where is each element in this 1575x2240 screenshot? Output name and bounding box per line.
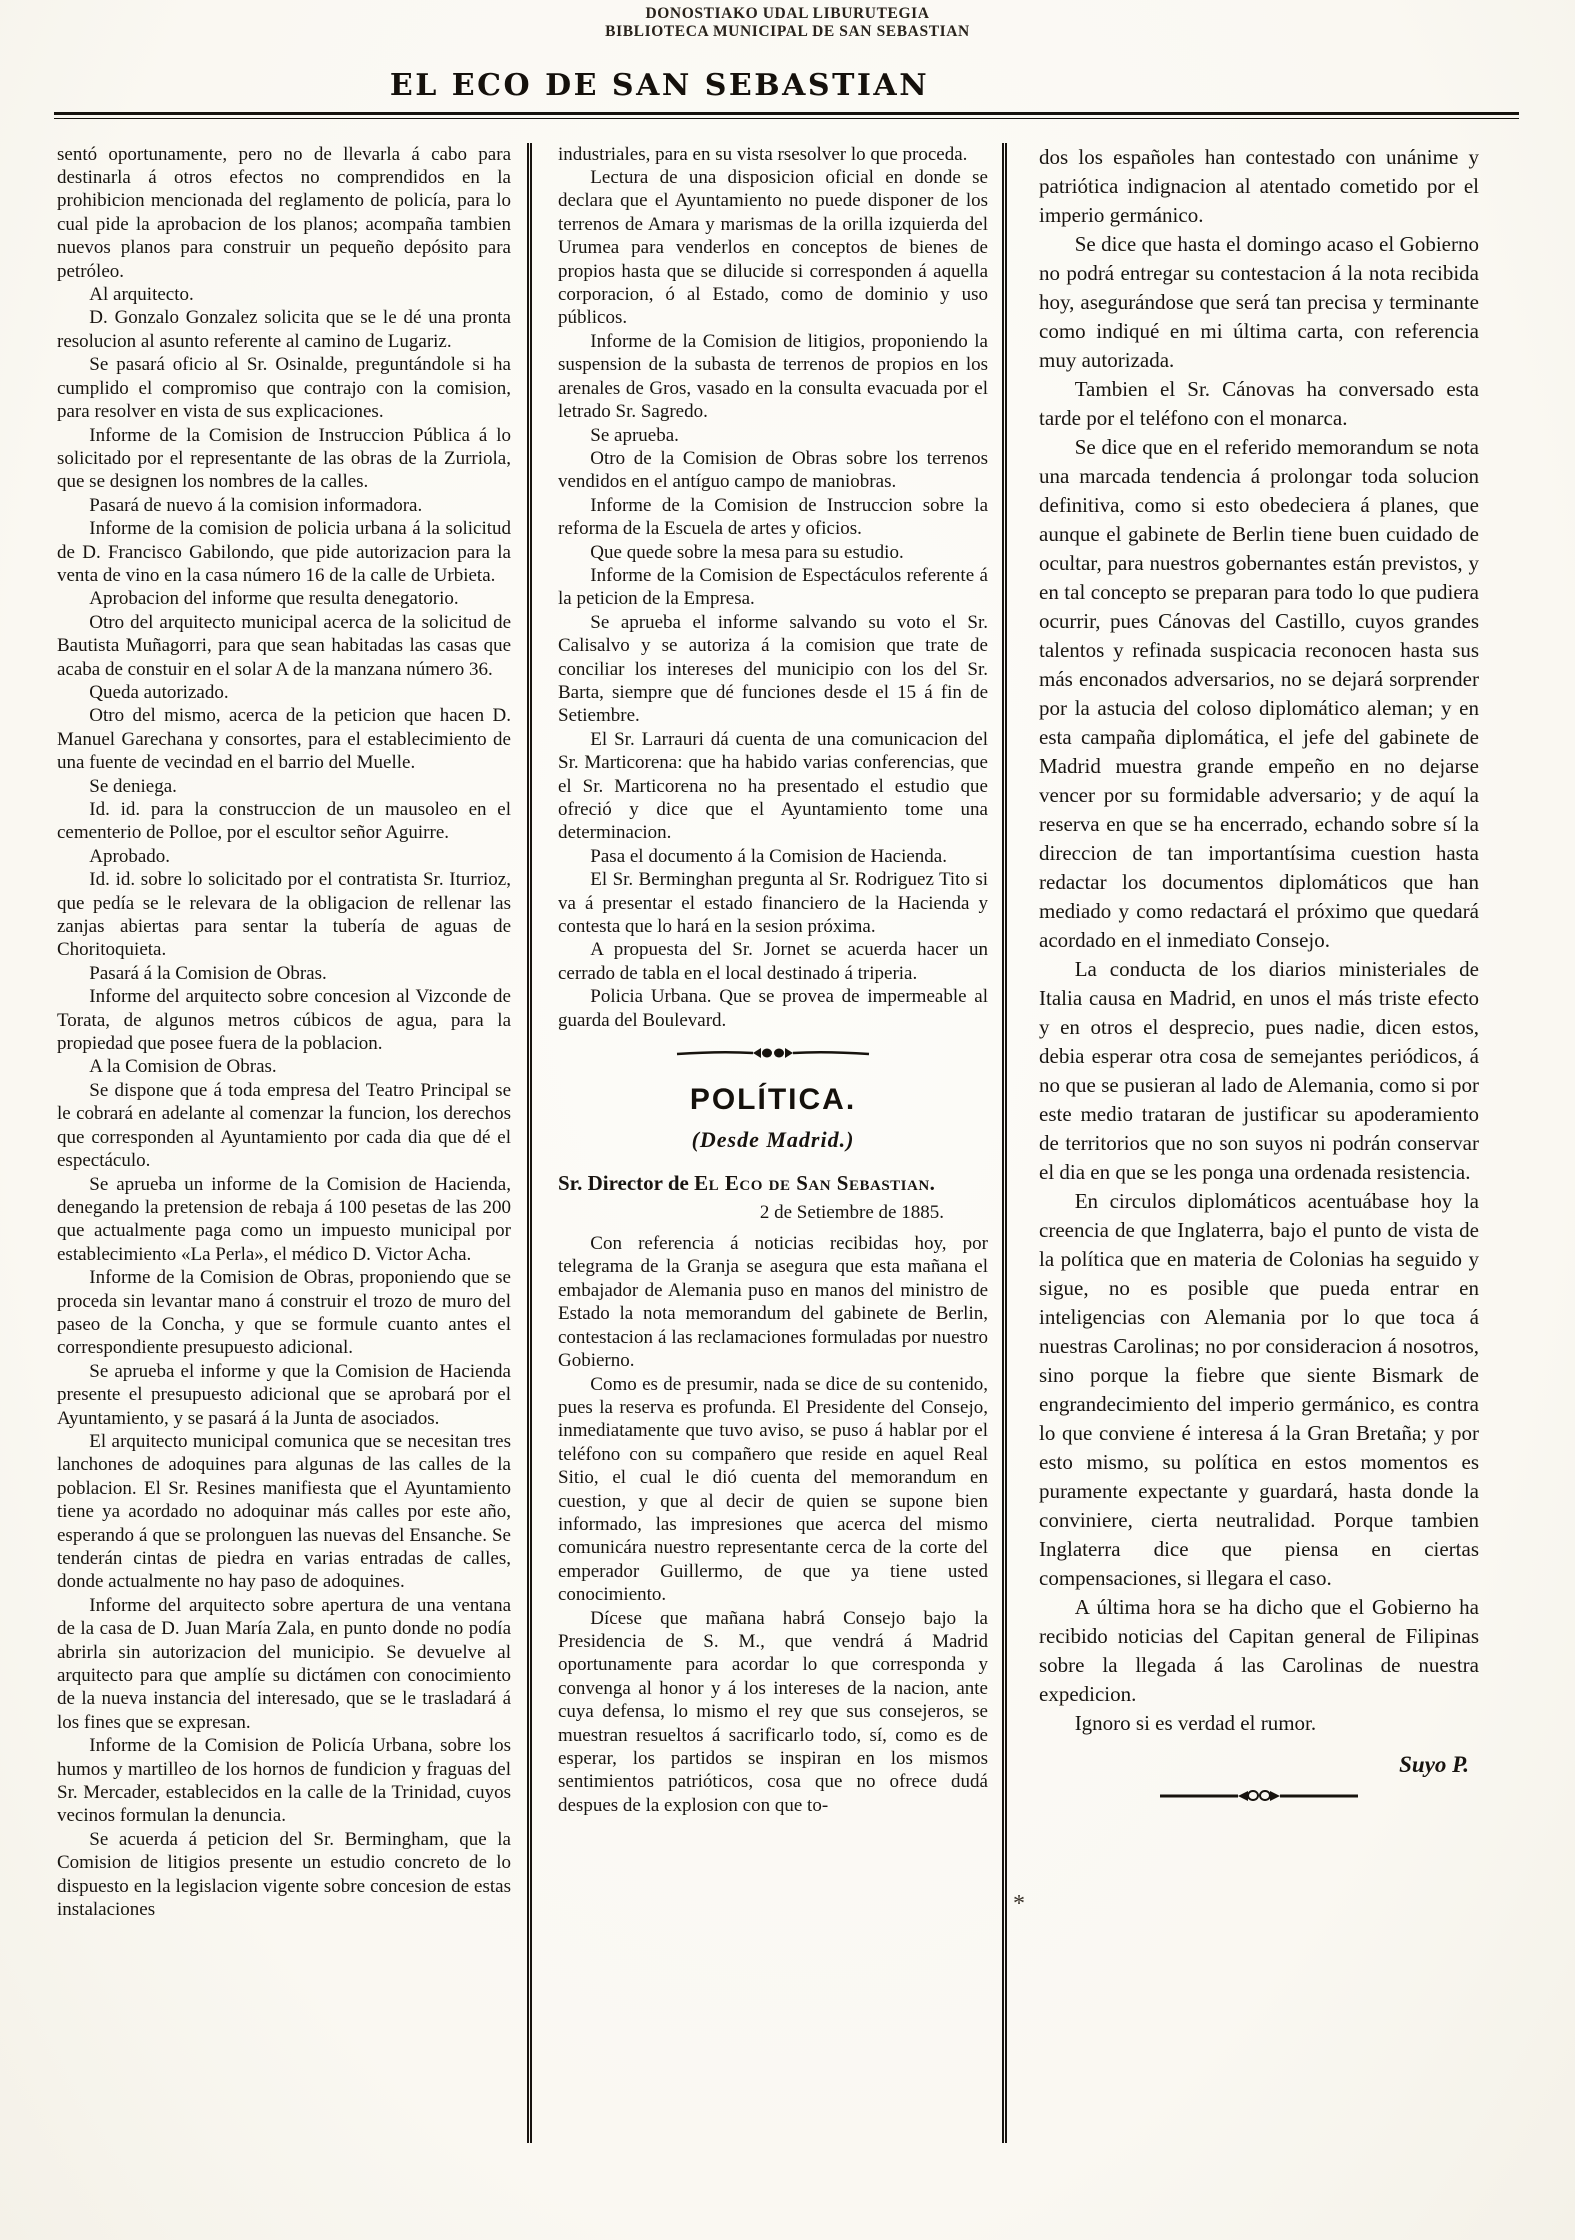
- paragraph: Informe de la comision de policia urbana á la solicitud de D. Francisco Gabilondo, que pide autorizacion para la venta de vino en la casa número 16 de la calle de Urbieta.: [57, 518, 511, 586]
- paragraph: Con referencia á noticias recibidas hoy, por telegrama de la Granja se asegura que esta mañana el embajador de Alemania puso en manos del ministro de Estado la nota memorandum del gabinete de Berlin, contestacion á las reclamaciones formuladas por nuestro Gobierno.: [558, 1233, 988, 1372]
- paragraph: Otro de la Comision de Obras sobre los terrenos vendidos en el antíguo campo de maniobras.: [558, 447, 988, 493]
- paragraph: Se dice que en el referido memorandum se nota una marcada tendencia á prolongar toda solucion definitiva, como si esto obedeciera á planes, que aunque el gabinete de Berlin tiene buen cuidado de ocultar, para nuestros gobernantes están previstos, y en tal concepto se preparan para todo lo que pudiera ocurrir, pues Cánovas del Castillo, cuyos grandes talentos y refinada suspicacia reconocen hasta sus más enconados adversarios, no se dejará sorprender por la astucia del coloso diplomático aleman; y en esta campaña diplomática, el jefe del gabinete de Madrid muestra grande empeño en no dejarse vencer por su formidable adversario; y de aquí la reserva en que se ha encerrado, echando sobre sí la direccion de tan importantísima cuestion hasta redactar los documentos diplomáticos que han mediado y como redactará el próximo que quedará acordado en el inmediato Consejo.: [1039, 434, 1479, 952]
- paragraph: El arquitecto municipal comunica que se necesitan tres lanchones de adoquines para algunas de las calles de la poblacion. El Sr. Resines manifiesta que el Ayuntamiento tiene ya acordado no adoquinar más calles por este año, esperando á que se prolonguen las nuevas del Ensanche. Se tenderán cintas de piedra en varias entradas de calles, donde actualmente no hay paso de adoquines.: [57, 1430, 511, 1593]
- library-stamp: [0, 0, 1575, 41]
- paragraph: Ignoro si es verdad el rumor.: [1074, 1710, 1317, 1735]
- salutation-paper-name: El Eco de San Sebastian.: [694, 1171, 936, 1196]
- paragraph: dos los españoles han contestado con unánime y patriótica indignacion al atentado cometido por el imperio germánico.: [1039, 144, 1479, 227]
- paragraph: Informe de la Comision de Obras, proponiendo que se proceda sin levantar mano á construir el trozo de muro del paseo de la Concha, y que se formule cuanto antes el correspondiente presupuesto adicional.: [57, 1267, 511, 1359]
- ornament-end-icon: [1039, 1786, 1479, 1809]
- stamp-line-2: BIBLIOTECA MUNICIPAL DE SAN SEBASTIAN: [605, 22, 970, 40]
- salutation-prefix: Sr. Director de: [558, 1171, 695, 1196]
- paragraph: Id. id. para la construccion de un mausoleo en el cementerio de Polloe, por el escultor señor Aguirre.: [57, 799, 511, 844]
- dateline: 2 de Setiembre de 1885.: [759, 1202, 944, 1224]
- paragraph: Tambien el Sr. Cánovas ha conversado esta tarde por el teléfono con el monarca.: [1039, 376, 1479, 430]
- column-3: [1002, 143, 1517, 2143]
- margin-asterisk-mark: *: [1013, 1890, 1025, 1917]
- paragraph: Se dispone que á toda empresa del Teatro Principal se le cobrará en adelante al comenzar la funcion, los derechos que corresponden al Ayuntamiento por cada dia que dé el espectáculo.: [57, 1079, 511, 1172]
- correspondent-signature: Suyo P.: [1399, 1751, 1469, 1777]
- paragraph: Aprobado.: [89, 845, 171, 867]
- paragraph: A propuesta del Sr. Jornet se acuerda hacer un cerrado de tabla en el local destinado á triperia.: [558, 939, 988, 984]
- paragraph: Se aprueba el informe salvando su voto el Sr. Calisalvo y se autoriza á la comision que trate de conciliar los intereses del municipio con los del Sr. Barta, siempre que dé funciones desde el 15 á fin de Setiembre.: [558, 611, 988, 727]
- ornament-divider-icon: [558, 1044, 988, 1067]
- paragraph: Se aprueba un informe de la Comision de Hacienda, denegando la pretension de rebaja á 100 pesetas de las 200 que actualmente paga como un impuesto municipal por establecimiento «La Perla», el médico D. Victor Acha.: [57, 1173, 511, 1265]
- politica-text: [558, 1232, 988, 1817]
- column-1-text: [57, 143, 511, 1922]
- paragraph: Policia Urbana. Que se provea de impermeable al guarda del Boulevard.: [558, 986, 988, 1031]
- column-2-text: [558, 143, 988, 1032]
- page-columns: [55, 143, 1517, 2143]
- paragraph: Aprobacion del informe que resulta denegatorio.: [89, 588, 459, 610]
- paragraph: Informe de la Comision de Instruccion sobre la reforma de la Escuela de artes y oficios.: [558, 494, 988, 540]
- paragraph: Informe del arquitecto sobre concesion al Vizconde de Torata, de algunos metros cúbicos de agua, para la propiedad que posee fuera de la poblacion.: [57, 986, 511, 1055]
- paragraph: Informe de la Comision de litigios, proponiendo la suspension de la subasta de terrenos de propios en los arenales de Gros, vasado en la consulta evacuada por el letrado Sr. Sagredo.: [558, 330, 988, 423]
- paragraph: Se acuerda á peticion del Sr. Bermingham, que la Comision de litigios presente un estudio concreto de lo dispuesto en la legislacion vigente sobre concesion de estas instalaciones: [57, 1828, 511, 1921]
- masthead-rule: [54, 112, 1519, 119]
- paragraph: Dícese que mañana habrá Consejo bajo la Presidencia de S. M., que vendrá á Madrid oportunamente para acordar lo que corresponda y convenga al honor y á los intereses de la nacion, ante cuya defensa, lo mismo el rey que sus consejeros, se muestran resueltos á sacrificarlo todo, sí, como es de esperar, los partidos se inspiran en los mismos sentimientos patrióticos, cosa que no ofrece dudá despues de la explosion con que to-: [558, 1607, 988, 1816]
- politica-subheading: (Desde Madrid.): [691, 1127, 855, 1153]
- column-1: [55, 143, 527, 2143]
- paragraph: Pasará de nuevo á la comision informadora.: [89, 494, 423, 516]
- stamp-line-1: DONOSTIAKO UDAL LIBURUTEGIA: [645, 5, 930, 22]
- paragraph: Se pasará oficio al Sr. Osinalde, preguntándole si ha cumplido el compromiso que contrajo con la comision, para resolver en vista de sus explicaciones.: [57, 354, 511, 423]
- paragraph: Queda autorizado.: [89, 681, 229, 703]
- paragraph: La conducta de los diarios ministeriales de Italia causa en Madrid, en unos el más triste efecto y en otros el desprecio, pues nadie, dicen estos, debia esperar otra cosa de semejantes periódicos, á no que se pusieran al lado de Alemania, como si por este medio trataran de justificar su apoderamiento de territorios que no son suyos ni podrán conservar el dia en que se les ponga una ordenada resistencia.: [1039, 956, 1479, 1184]
- paragraph: Informe de la Comision de Espectáculos referente á la peticion de la Empresa.: [558, 564, 988, 610]
- paragraph: A última hora se ha dicho que el Gobierno ha recibido noticias del Capitan general de Filipinas sobre la llegada á las Carolinas de nuestra expedicion.: [1039, 1594, 1479, 1706]
- paragraph: El Sr. Larrauri dá cuenta de una comunicacion del Sr. Marticorena: que ha habido varias conferencias, que el Sr. Marticorena no ha presentado el estudio que ofreció y dice que el Ayuntamiento tome una determinacion.: [558, 728, 988, 844]
- paragraph: Se dice que hasta el domingo acaso el Gobierno no podrá entregar su contestacion á la nota recibida hoy, asegurándose que será tan precisa y terminante como indiqué en mi última carta, con referencia muy autorizada.: [1039, 231, 1479, 372]
- paragraph: D. Gonzalo Gonzalez solicita que se le dé una pronta resolucion al asunto referente al camino de Lugariz.: [57, 307, 511, 352]
- paragraph: Informe de la Comision de Instruccion Pública á lo solicitado por el representante de las obras de la Zurriola, que se designen los nombres de la calles.: [57, 424, 511, 493]
- politica-section-heading: POLÍTICA.: [689, 1083, 857, 1117]
- paragraph: Se aprueba el informe y que la Comision de Hacienda presente el presupuesto adicional que se aprobará por el Ayuntamiento, y se pasará á la Junta de asociados.: [57, 1360, 511, 1429]
- paragraph: Al arquitecto.: [89, 284, 194, 306]
- paragraph: Id. id. sobre lo solicitado por el contratista Sr. Iturrioz, que pedía se le relevara de la obligacion de rellenar las zanjas abiertas para sentar la tubería de aguas de Choritoquieta.: [57, 869, 511, 961]
- paragraph: Pasará á la Comision de Obras.: [89, 962, 327, 984]
- paragraph: Pasa el documento á la Comision de Hacienda.: [590, 845, 947, 867]
- column-3-text: [1039, 143, 1479, 1738]
- paragraph: Lectura de una disposicion oficial en donde se declara que el Ayuntamiento no puede disponer de los terrenos de Amara y marismas de la orilla izquierda del Urumea para venderlos en conceptos de bienes de propios hasta que se dilucide si corresponden á aquella corporacion, ó al Estado, como de dominio y uso públicos.: [558, 167, 988, 329]
- paragraph: El Sr. Berminghan pregunta al Sr. Rodriguez Tito si va á presentar el estado financiero de la Hacienda y contesta que lo hará en la sesion próxima.: [558, 869, 988, 938]
- masthead-title: EL ECO DE SAN SEBASTIAN: [389, 67, 930, 103]
- paragraph: Que quede sobre la mesa para su estudio.: [590, 541, 904, 563]
- page-header: [0, 0, 1575, 103]
- paragraph: Se deniega.: [89, 775, 177, 797]
- paragraph: Se aprueba.: [590, 424, 679, 446]
- paragraph: industriales, para en su vista rsesolver lo que proceda.: [558, 143, 968, 165]
- paragraph: Otro del arquitecto municipal acerca de la solicitud de Bautista Muñagorri, para que sean habitadas las casas que acaba de constuir en el solar A de la manzana número 36.: [57, 611, 511, 680]
- paragraph: A la Comision de Obras.: [89, 1056, 277, 1078]
- paragraph: Informe de la Comision de Policía Urbana, sobre los humos y martilleo de los hornos de fundicion y fraguas del Sr. Mercader, establecidos en la calle de la Trinidad, cuyos vecinos formulan la denuncia.: [57, 1735, 511, 1827]
- paragraph: Informe del arquitecto sobre apertura de una ventana de la casa de D. Juan María Zala, en punto donde no podía abrirla sin autorizacion del municipio. Se devuelve al arquitecto para que amplíe su dictámen con conocimiento de la nueva instancia del interesado, que se le trasladará á los fines que se expresan.: [57, 1594, 511, 1733]
- salutation-line: [558, 1171, 988, 1196]
- paragraph: Otro del mismo, acerca de la peticion que hacen D. Manuel Garechana y consortes, para el establecimiento de una fuente de vecindad en el barrio del Muelle.: [57, 705, 511, 774]
- paragraph: En circulos diplomáticos acentuábase hoy la creencia de que Inglaterra, bajo el punto de vista de la política que en materia de Colonias ha seguido y sigue, no es posible que pueda entrar en inteligencias con Alemania por lo que toca á nuestras Carolinas; no por consideracion á nosotros, sino porque la fiebre que siente Bismark de engrandecimiento del imperio germánico, es contra lo que conviene é interesa á la Gran Bretaña; y por esto mismo, su política en estos momentos es puramente expectante y guardará, hasta donde la conviniere, cierta neutralidad. Porque tambien Inglaterra dice que piensa en ciertas compensaciones, si llegara el caso.: [1039, 1188, 1479, 1590]
- column-2: [527, 143, 1002, 2143]
- paragraph: Como es de presumir, nada se dice de su contenido, pues la reserva es profunda. El Presidente del Consejo, inmediatamente que tuvo aviso, se puso á hablar por el teléfono con su compañero que reside en aquel Real Sitio, el cual le dió cuenta del memorandum en cuestion, y que al decir de quien se supone bien informado, las impresiones que acerca del mismo comunicára nuestro representante cerca de la corte del emperador Guillermo, de que ya tiene usted conocimiento.: [558, 1373, 988, 1606]
- paragraph: sentó oportunamente, pero no de llevarla á cabo para destinarla á otros efectos no comprendidos en la prohibicion mencionada del reglamento de policía, para lo cual pide la aprobacion de los planos; acompaña tambien nuevos planos para construir un pequeño depósito para petróleo.: [57, 143, 511, 282]
